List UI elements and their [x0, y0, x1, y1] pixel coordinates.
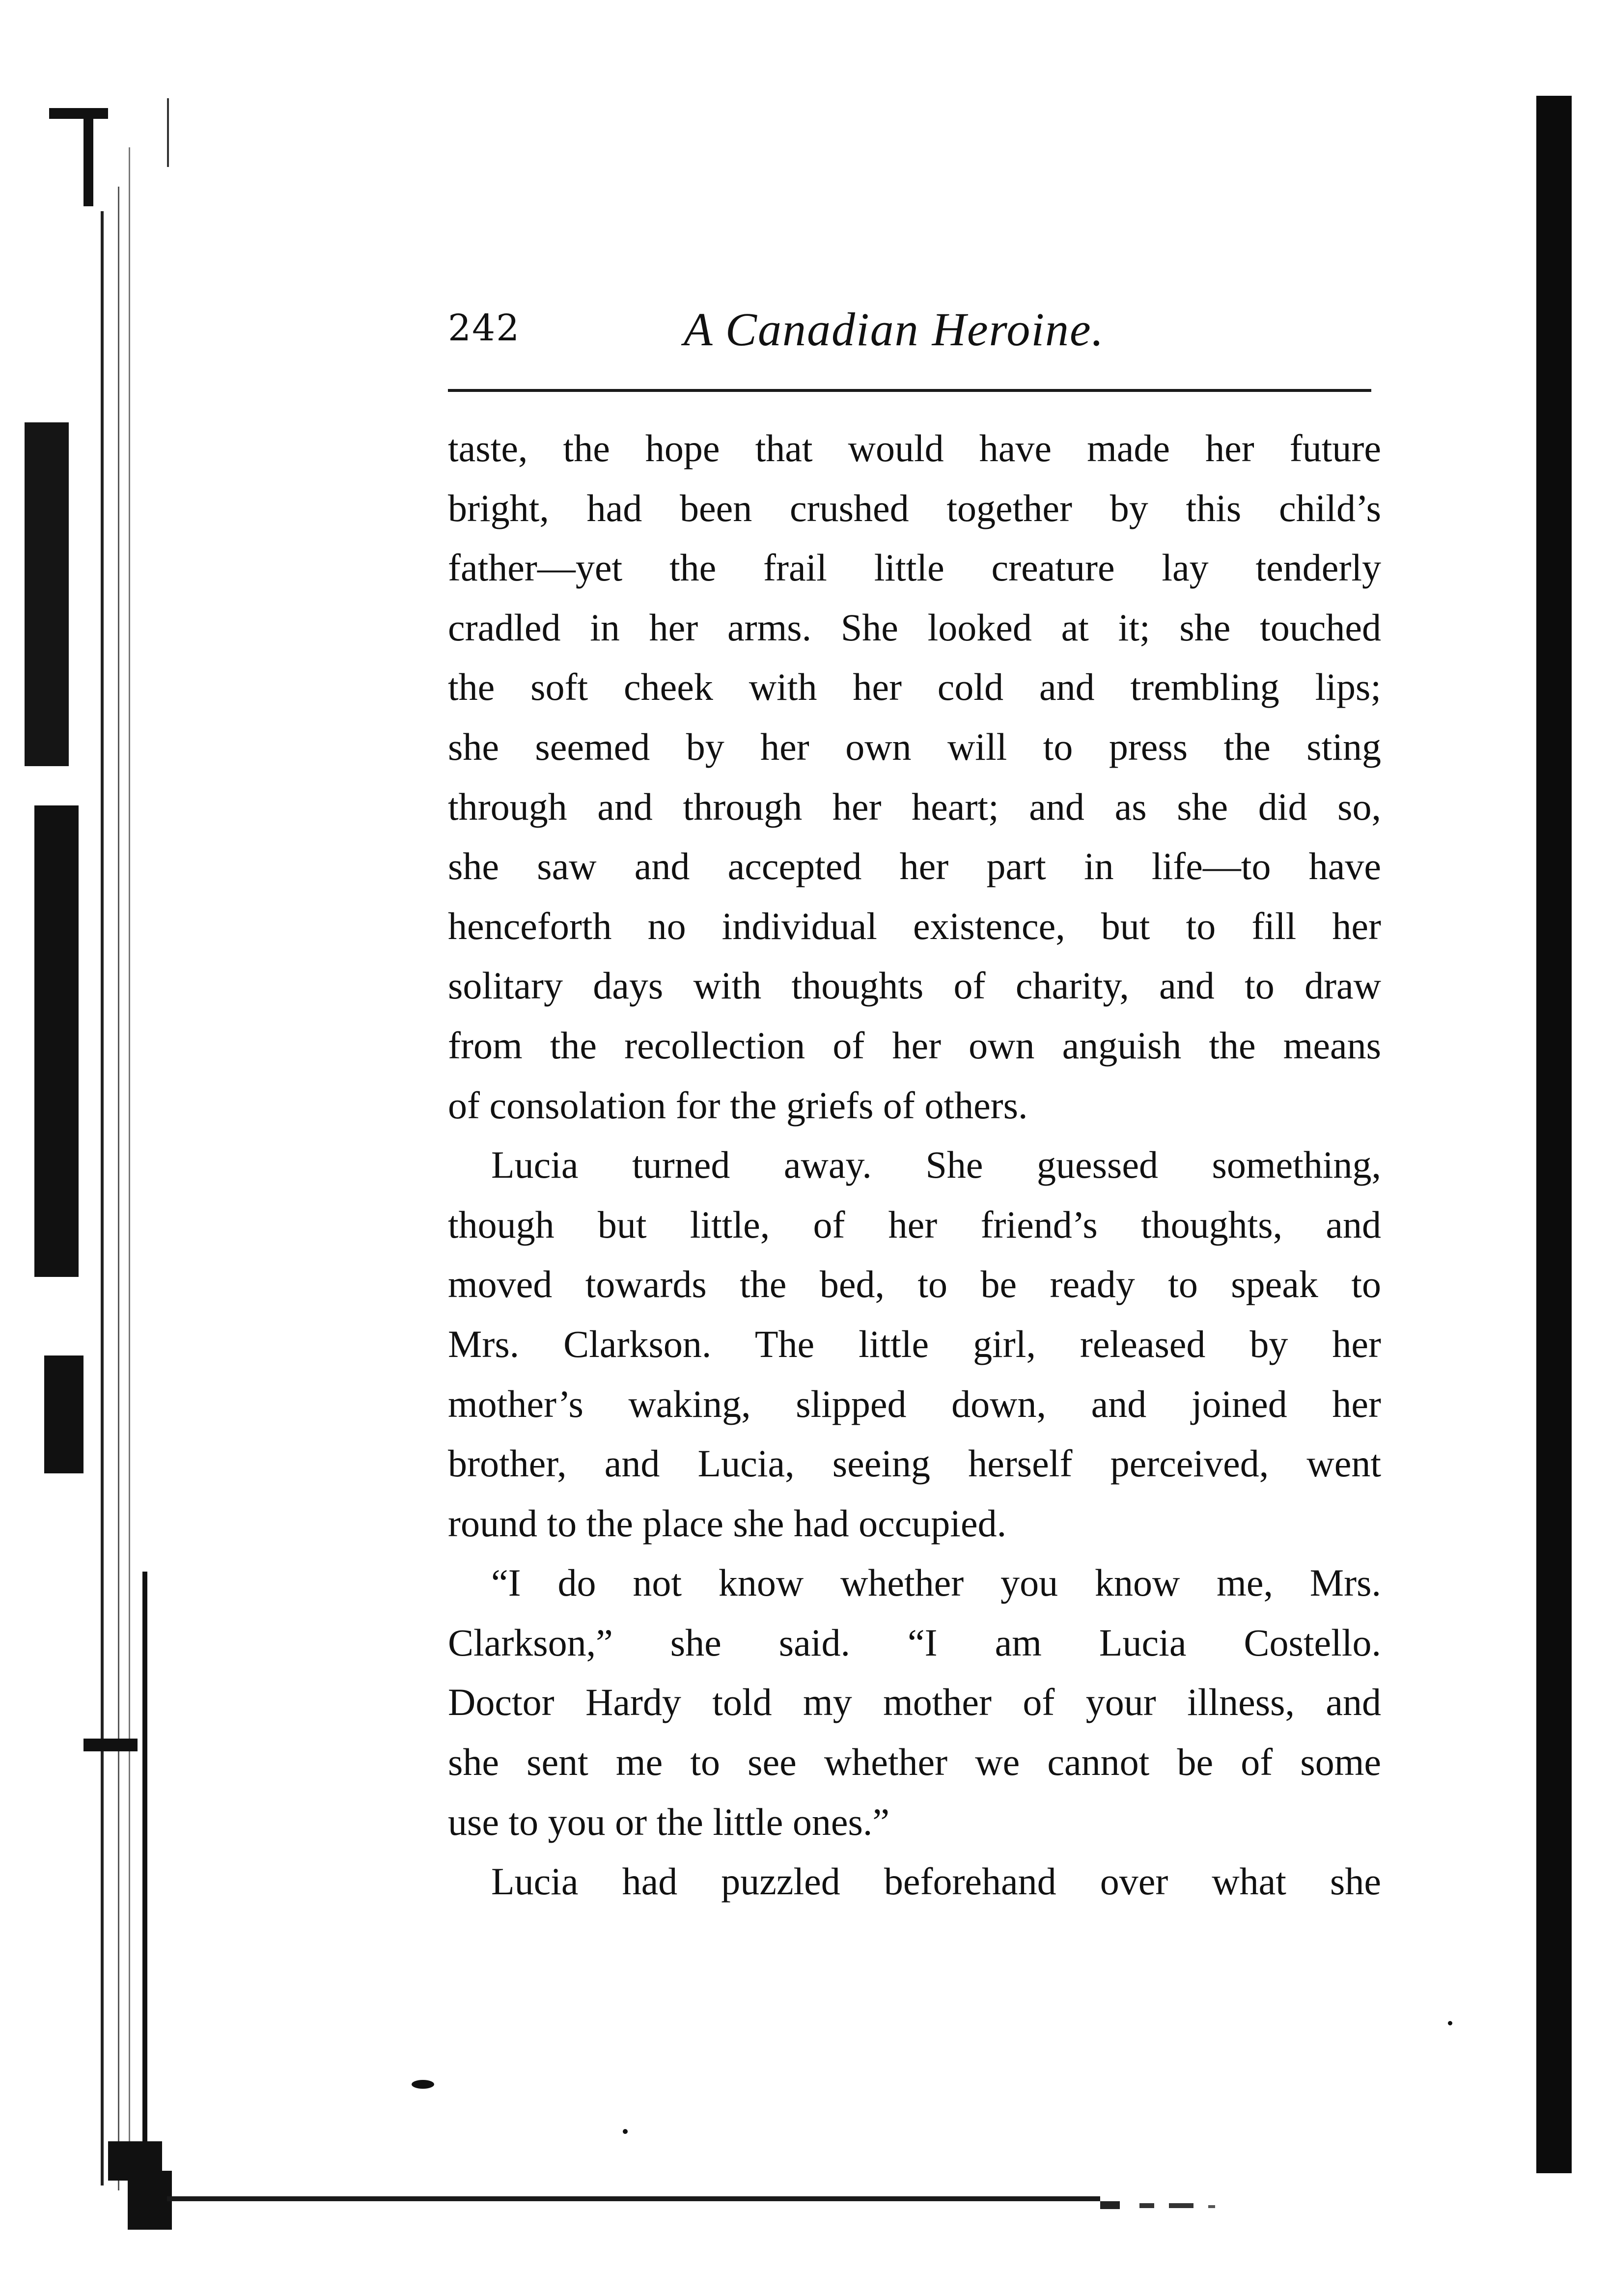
right-binding-shadow [1536, 96, 1572, 2173]
text-line: Lucia turned away. She guessed something, [491, 1143, 1381, 1187]
scan-speck [623, 2129, 628, 2134]
text-line: father—yet the frail little creature lay tenderly [448, 546, 1381, 589]
text-line: brother, and Lucia, seeing herself perceived, went [448, 1442, 1381, 1485]
text-line: though but little, of her friend’s thoughts, and [448, 1203, 1381, 1246]
text-line: of consolation for the griefs of others. [448, 1083, 1028, 1127]
text-line: “I do not know whether you know me, Mrs. [491, 1561, 1381, 1604]
text-line: cradled in her arms. She looked at it; she touched [448, 606, 1381, 649]
left-binding-gutter [0, 0, 177, 2296]
scan-speck [412, 2080, 434, 2089]
page-number: 242 [448, 307, 521, 349]
text-line: moved towards the bed, to be ready to speak to [448, 1263, 1381, 1306]
text-line: Mrs. Clarkson. The little girl, released by her [448, 1322, 1381, 1365]
text-line: taste, the hope that would have made her future [448, 427, 1381, 470]
text-line: she seemed by her own will to press the sting [448, 725, 1381, 768]
header-rule [448, 389, 1371, 392]
text-line: use to you or the little ones.” [448, 1800, 889, 1843]
text-line: Doctor Hardy told my mother of your illness, and [448, 1681, 1381, 1724]
text-line: through and through her heart; and as she did so, [448, 785, 1381, 828]
text-line: Lucia had puzzled beforehand over what she [491, 1860, 1381, 1903]
text-line: mother’s waking, slipped down, and joined her [448, 1382, 1381, 1425]
scan-speck [1448, 2021, 1452, 2025]
text-line: she saw and accepted her part in life—to have [448, 845, 1381, 888]
text-line: henceforth no individual existence, but to fill her [448, 904, 1381, 947]
text-line: from the recollection of her own anguish the means [448, 1024, 1381, 1067]
text-line: bright, had been crushed together by this child’s [448, 486, 1381, 529]
book-title: A Canadian Heroine. [684, 303, 1105, 356]
text-line: Clarkson,” she said. “I am Lucia Costello. [448, 1621, 1381, 1664]
body-text [448, 418, 1381, 1911]
text-line: she sent me to see whether we cannot be of some [448, 1741, 1381, 1784]
running-head [448, 302, 1371, 366]
text-line: solitary days with thoughts of charity, and to draw [448, 964, 1381, 1007]
text-line: the soft cheek with her cold and trembling lips; [448, 665, 1381, 709]
text-line: round to the place she had occupied. [448, 1501, 1007, 1545]
bottom-page-edge [128, 2186, 1503, 2221]
